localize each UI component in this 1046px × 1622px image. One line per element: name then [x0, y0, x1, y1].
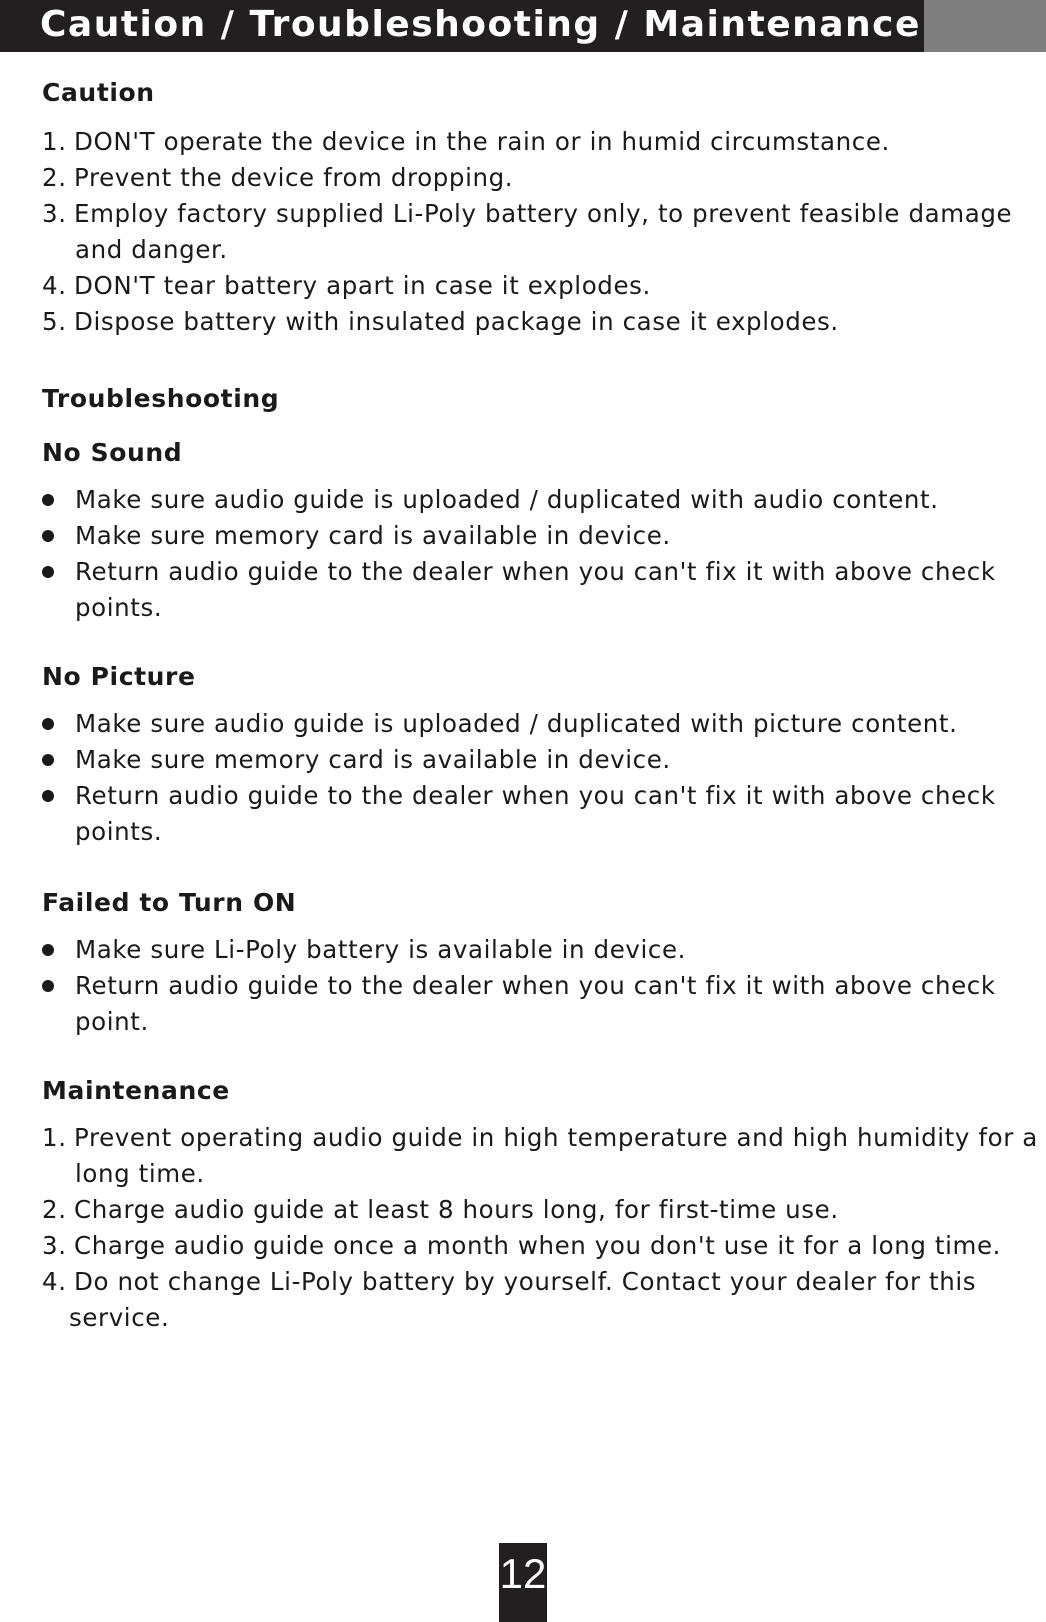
failed-on-list: [42, 932, 1032, 1040]
page-number: 12: [499, 1543, 547, 1622]
no-sound-item-1: Make sure audio guide is uploaded / duplicated with audio content.: [42, 482, 1032, 518]
bullet-icon: [42, 718, 54, 730]
bullet-icon: [42, 566, 54, 578]
troubleshooting-heading: Troubleshooting: [42, 384, 280, 413]
caution-section: [42, 76, 1032, 344]
no-picture-item-2: Make sure memory card is available in device.: [42, 742, 1032, 778]
caution-item-4: 4. DON'T tear battery apart in case it explodes.: [42, 271, 651, 300]
maintenance-item-3: 3. Charge audio guide once a month when you don't use it for a long time.: [42, 1231, 1002, 1260]
failed-on-item-2: Return audio guide to the dealer when you can't fix it with above check point.: [42, 968, 1032, 1040]
no-sound-item-2: Make sure memory card is available in device.: [42, 518, 1032, 554]
bullet-icon: [42, 980, 54, 992]
no-sound-item-3: Return audio guide to the dealer when you can't fix it with above check points.: [42, 554, 1032, 626]
maintenance-section: [42, 1074, 1038, 1336]
failed-on-heading: Failed to Turn ON: [42, 888, 297, 917]
caution-item-1: 1. DON'T operate the device in the rain or in humid circumstance.: [42, 127, 890, 156]
caution-item-2: 2. Prevent the device from dropping.: [42, 163, 514, 192]
maintenance-item-1: 1. Prevent operating audio guide in high temperature and high humidity for a long time.: [42, 1123, 1038, 1188]
no-sound-heading: No Sound: [42, 438, 183, 467]
no-sound-list: [42, 482, 1032, 626]
bullet-icon: [42, 790, 54, 802]
caution-list: [42, 124, 1032, 340]
no-sound-section: [42, 436, 1032, 626]
bullet-icon: [42, 530, 54, 542]
no-picture-heading: No Picture: [42, 662, 196, 691]
maintenance-item-2: 2. Charge audio guide at least 8 hours long, for first-time use.: [42, 1195, 839, 1224]
manual-content: [42, 76, 1038, 1336]
caution-item-5: 5. Dispose battery with insulated package in case it explodes.: [42, 307, 839, 336]
bullet-icon: [42, 754, 54, 766]
bullet-icon: [42, 944, 54, 956]
header-accent-block: [924, 0, 1046, 52]
bullet-icon: [42, 494, 54, 506]
maintenance-item-4: 4. Do not change Li-Poly battery by yourself. Contact your dealer for this service.: [42, 1267, 977, 1332]
failed-on-section: [42, 886, 1032, 1040]
no-picture-item-3: Return audio guide to the dealer when you can't fix it with above check points.: [42, 778, 1032, 850]
caution-heading: Caution: [42, 78, 155, 107]
failed-on-item-1: Make sure Li-Poly battery is available in device.: [42, 932, 1032, 968]
no-picture-list: [42, 706, 1032, 850]
maintenance-list: [42, 1120, 1038, 1336]
no-picture-section: [42, 660, 1032, 850]
no-picture-item-1: Make sure audio guide is uploaded / duplicated with picture content.: [42, 706, 1032, 742]
maintenance-heading: Maintenance: [42, 1076, 230, 1105]
page-title: Caution / Troubleshooting / Maintenance: [40, 4, 921, 45]
caution-item-3: 3. Employ factory supplied Li-Poly battery only, to prevent feasible damage and danger.: [42, 199, 1013, 264]
